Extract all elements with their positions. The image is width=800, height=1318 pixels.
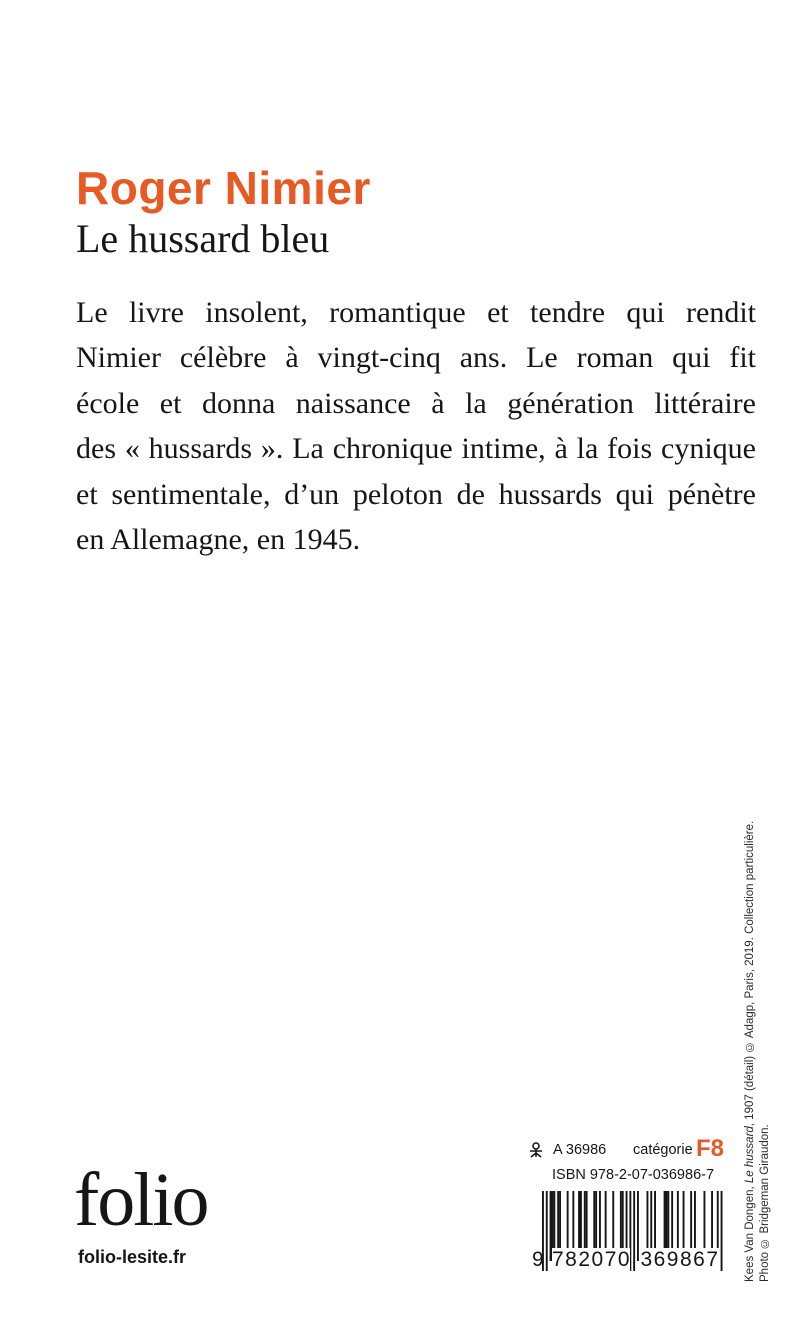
barcode-digits-right: 369867: [640, 1248, 720, 1271]
book-title: Le hussard bleu: [76, 216, 330, 261]
blurb-line: en Allemagne, en 1945.: [76, 523, 361, 557]
category-label: catégorie: [633, 1142, 693, 1158]
blurb-line: des « hussards ». La chronique intime, à la fois cynique: [76, 432, 756, 466]
category-value: F8: [696, 1135, 725, 1162]
credit-details: , 1907 (détail) © Adagp, Paris, 2019. Collection particulière.: [744, 820, 756, 1127]
publisher-mark-icon: [526, 1140, 546, 1160]
credit-line-artwork: [743, 698, 758, 1282]
publisher-website: folio-lesite.fr: [78, 1247, 187, 1267]
author-name: Roger Nimier: [76, 162, 371, 214]
blurb-line: Le livre insolent, romantique et tendre qui rendit: [76, 296, 756, 329]
credit-line-photo: Photo © Bridgeman Giraudon.: [759, 1124, 771, 1282]
article-code-row: [526, 1137, 726, 1163]
blurb-line: Nimier célèbre à vingt-cinq ans. Le roman qui fit: [76, 341, 756, 375]
blurb-line: école et donna naissance à la génération littéraire: [76, 386, 756, 420]
barcode-digits-left: 782070: [552, 1248, 632, 1271]
back-cover-blurb: [76, 290, 756, 562]
credit-work-title: Le hussard: [744, 1126, 756, 1184]
isbn: ISBN 978-2-07-036986-7: [552, 1167, 715, 1183]
credit-artist: Kees Van Dongen,: [744, 1183, 756, 1282]
blurb-line: et sentimentale, d’un peloton de hussards qui pénètre: [76, 477, 756, 511]
barcode-digits: [532, 1246, 728, 1276]
article-code: A 36986: [553, 1142, 607, 1158]
barcode-digit-first: 9: [532, 1248, 544, 1271]
image-credit: [743, 698, 773, 1282]
folio-logo: folio: [74, 1158, 208, 1242]
